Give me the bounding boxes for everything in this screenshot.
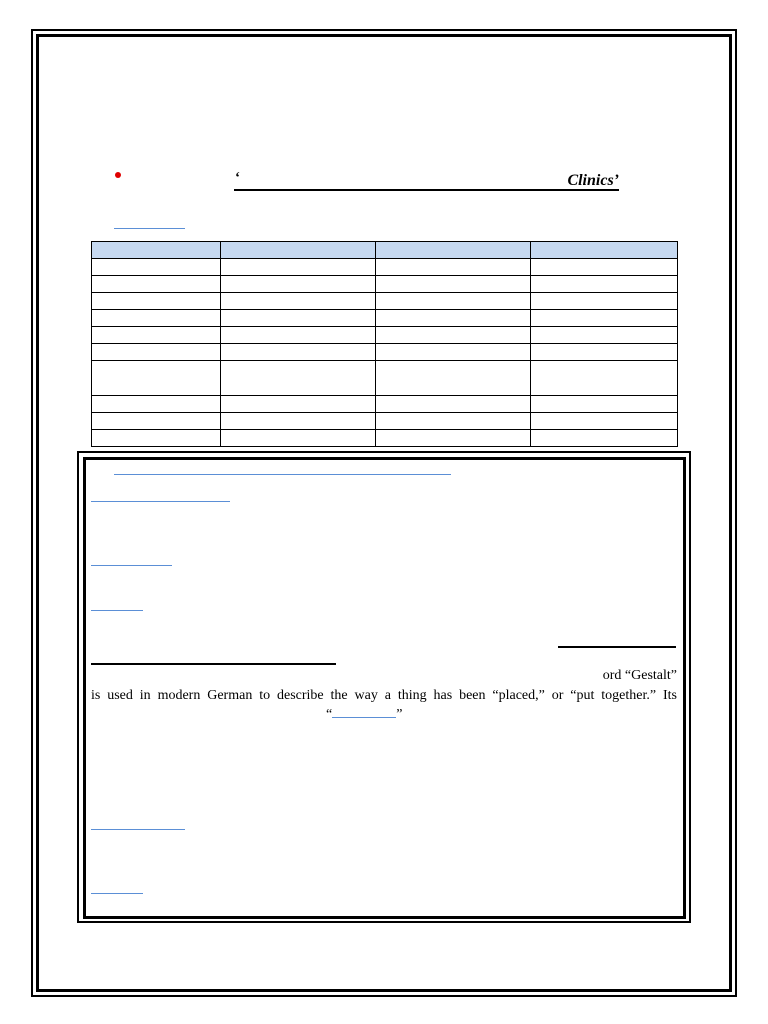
table-cell [221, 430, 376, 447]
table-cell [376, 293, 531, 310]
meaning-blank [326, 705, 402, 723]
gestalt-description: is used in modern German to describe the way a thing has been “placed,” or “put together.” Its [91, 688, 677, 703]
table-cell [92, 327, 221, 344]
table-cell [531, 430, 678, 447]
table-cell [221, 276, 376, 293]
table-cell [376, 327, 531, 344]
subheading-link-underline[interactable] [91, 829, 185, 830]
title-underline [234, 172, 619, 191]
table-cell [376, 276, 531, 293]
subheading-link-underline[interactable] [91, 610, 143, 611]
heading-underline-right [558, 646, 676, 648]
table-row [92, 327, 678, 344]
table-row [92, 413, 678, 430]
table-header-cell [376, 242, 531, 259]
table-header-cell [92, 242, 221, 259]
table-cell [531, 344, 678, 361]
table-cell [531, 361, 678, 396]
meaning-blank-link[interactable] [332, 705, 396, 718]
subheading-link-underline[interactable] [91, 565, 172, 566]
table-cell [376, 396, 531, 413]
table-cell [531, 413, 678, 430]
table-row [92, 430, 678, 447]
table-cell [221, 310, 376, 327]
table-header-cell [221, 242, 376, 259]
table-cell [376, 310, 531, 327]
table-header-row [92, 242, 678, 259]
data-table [91, 241, 677, 447]
red-bullet-icon [115, 172, 121, 178]
table-cell [92, 293, 221, 310]
table-cell [531, 259, 678, 276]
section-link-underline[interactable] [114, 228, 185, 229]
subheading-link-underline[interactable] [91, 501, 230, 502]
subheading-link-underline[interactable] [91, 893, 143, 894]
table-row [92, 361, 678, 396]
table-cell [221, 344, 376, 361]
table-cell [531, 276, 678, 293]
table-header-cell [531, 242, 678, 259]
table-cell [376, 344, 531, 361]
table-cell [92, 344, 221, 361]
table-cell [92, 396, 221, 413]
table-cell [92, 310, 221, 327]
table-cell [92, 430, 221, 447]
table-cell [221, 327, 376, 344]
meaning-quote-open: “ [326, 707, 333, 722]
table-cell [531, 327, 678, 344]
table-cell [376, 430, 531, 447]
table-cell [221, 361, 376, 396]
table-cell [221, 259, 376, 276]
table-cell [531, 310, 678, 327]
meaning-quote-close: ” [396, 707, 403, 722]
title-quote-open: ‘ [235, 170, 240, 186]
table-cell [221, 413, 376, 430]
table-cell [531, 396, 678, 413]
table-cell [92, 276, 221, 293]
table-row [92, 276, 678, 293]
table-cell [92, 413, 221, 430]
table-cell [376, 361, 531, 396]
table-cell [376, 259, 531, 276]
table-cell [376, 413, 531, 430]
gestalt-text-fragment: ord “Gestalt” [602, 668, 677, 683]
document-title: Clinics’ [567, 172, 619, 189]
table-row [92, 396, 678, 413]
heading-underline-left [91, 663, 336, 665]
table-cell [221, 396, 376, 413]
table-row [92, 293, 678, 310]
table-cell [92, 259, 221, 276]
table-cell [221, 293, 376, 310]
table-row [92, 259, 678, 276]
table-cell [531, 293, 678, 310]
table-row [92, 344, 678, 361]
table-cell [92, 361, 221, 396]
box-heading-link-underline[interactable] [114, 474, 451, 475]
table-row [92, 310, 678, 327]
